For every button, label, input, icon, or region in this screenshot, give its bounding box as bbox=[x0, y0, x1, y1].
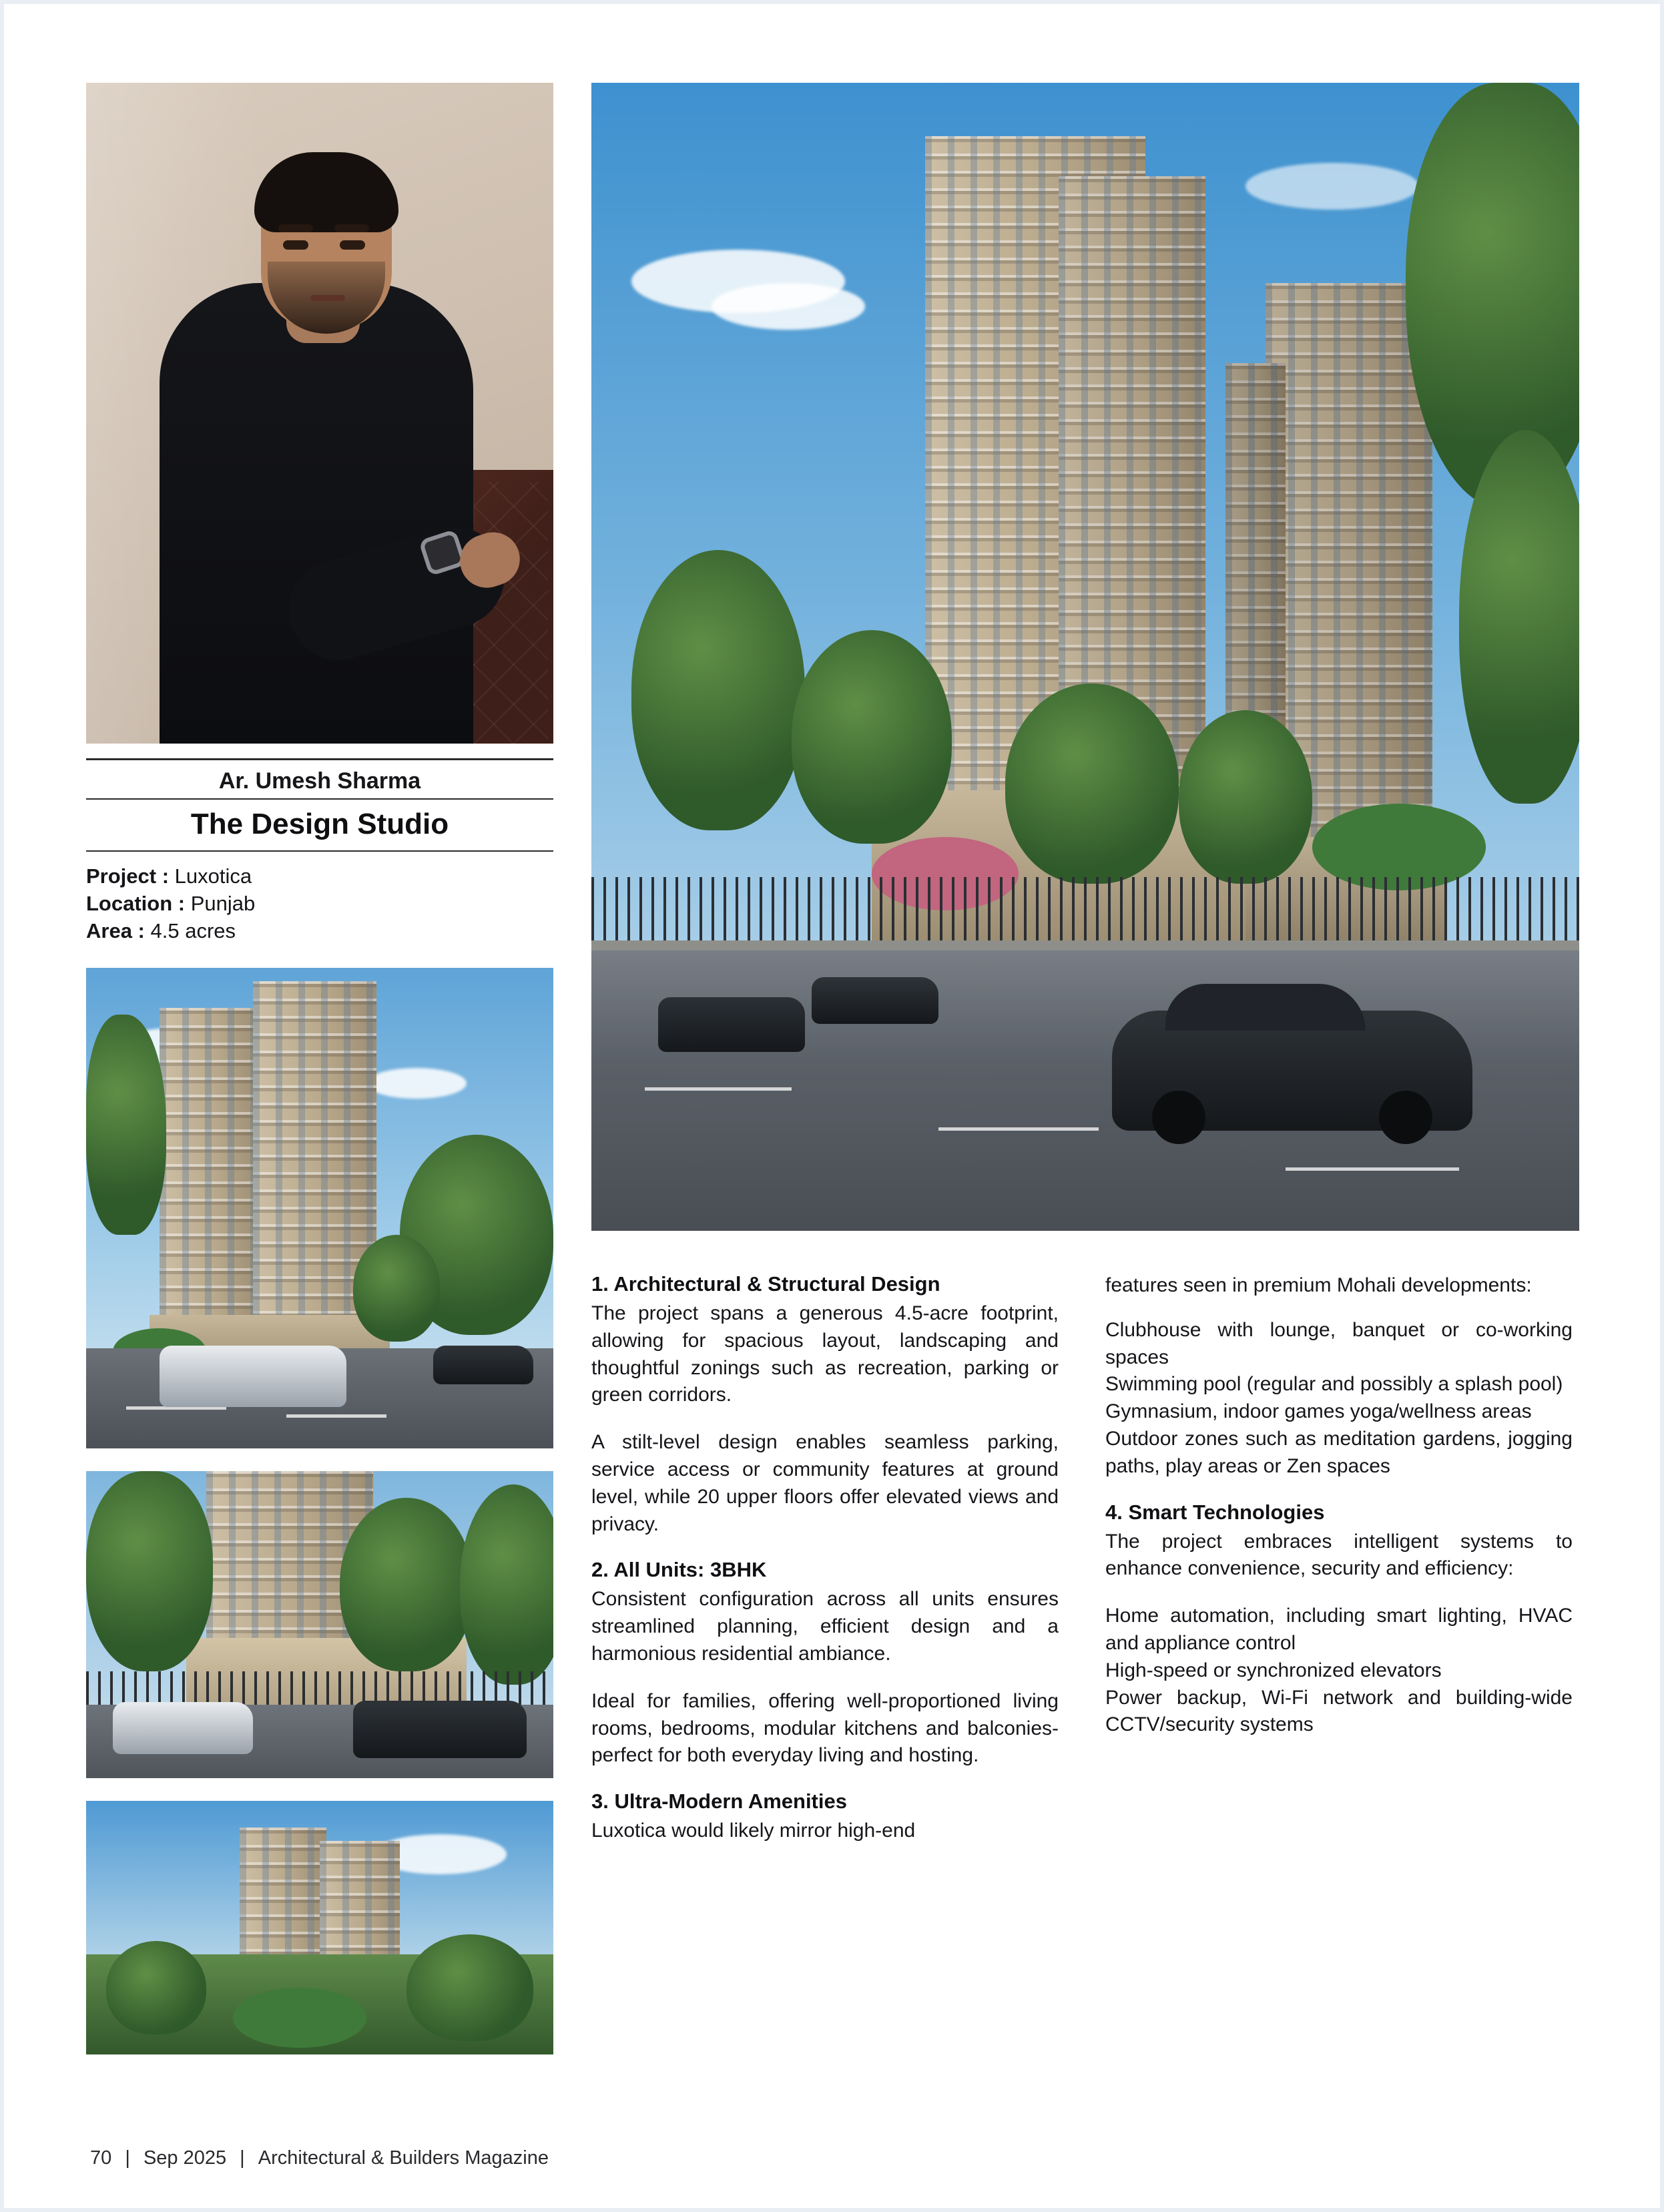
thumbnail-aerial-view bbox=[86, 1801, 553, 2054]
tree bbox=[353, 1235, 440, 1342]
footer-issue-date: Sep 2025 bbox=[143, 2147, 227, 2169]
cloud bbox=[712, 283, 865, 330]
road-marking bbox=[645, 1087, 792, 1091]
section-2-heading: 2. All Units: 3BHK bbox=[591, 1558, 767, 1582]
section-4-heading: 4. Smart Technologies bbox=[1105, 1500, 1325, 1524]
car-distant-left bbox=[812, 977, 938, 1024]
car-white bbox=[113, 1702, 253, 1754]
palm-tree bbox=[340, 1498, 473, 1671]
road-marking bbox=[938, 1127, 1099, 1131]
amenity-item-outdoor: Outdoor zones such as meditation gardens, jogging paths, play areas or Zen spaces bbox=[1105, 1427, 1573, 1477]
project-meta bbox=[86, 852, 553, 945]
section-1-paragraph-1: The project spans a generous 4.5-acre footprint, allowing for spacious layout, landscaping and thoughtful zonings such as recreation, parking or green corridors. bbox=[591, 1302, 1059, 1406]
meta-area-label: Area : bbox=[86, 919, 145, 943]
boundary-fence bbox=[591, 877, 1579, 950]
car-left bbox=[658, 997, 805, 1052]
footer-publication-name: Architectural & Builders Magazine bbox=[258, 2147, 549, 2169]
section-3-paragraph-1-start: Luxotica would likely mirror high-end bbox=[591, 1820, 916, 1842]
section-4-paragraph-1: The project embraces intelligent systems to enhance convenience, security and efficiency: bbox=[1105, 1530, 1573, 1580]
meta-project-value: Luxotica bbox=[174, 864, 252, 888]
car-dark bbox=[433, 1346, 533, 1384]
thumbnail-twin-towers bbox=[86, 968, 553, 1448]
amenity-item-clubhouse: Clubhouse with lounge, banquet or co-working spaces bbox=[1105, 1318, 1573, 1368]
person-mouth bbox=[310, 295, 345, 301]
tree bbox=[1005, 683, 1179, 884]
tree bbox=[792, 630, 952, 844]
person-torso bbox=[160, 283, 473, 744]
meta-area-value: 4.5 acres bbox=[150, 919, 236, 943]
palm-tree bbox=[1179, 710, 1312, 884]
thumbnail-entrance-gate bbox=[86, 1471, 553, 1778]
section-2-paragraph-2: Ideal for families, offering well-proportioned living rooms, bedrooms, modular kitchens and balconies-perfect for both everyday living and hosting. bbox=[591, 1689, 1059, 1767]
car-wheel-front bbox=[1152, 1091, 1205, 1144]
road-marking bbox=[286, 1414, 386, 1418]
meta-location-row bbox=[86, 890, 553, 917]
section-1-heading: 1. Architectural & Structural Design bbox=[591, 1272, 940, 1296]
article-column-left bbox=[591, 1272, 1059, 1845]
cloud bbox=[366, 1068, 467, 1099]
person-eye-right bbox=[340, 240, 365, 250]
footer-separator-1: | bbox=[125, 2147, 130, 2169]
section-1-paragraph-2: A stilt-level design enables seamless parking, service access or community features at ground level, while 20 upper floors offer elevated views and privacy. bbox=[591, 1431, 1059, 1535]
person-eye-left bbox=[283, 240, 308, 250]
cloud bbox=[1245, 163, 1419, 210]
car-white bbox=[160, 1346, 346, 1407]
smart-item-elevators: High-speed or synchronized elevators bbox=[1105, 1659, 1442, 1681]
section-3-paragraph-1-continued: features seen in premium Mohali developments: bbox=[1105, 1274, 1532, 1296]
amenity-item-gym: Gymnasium, indoor games yoga/wellness areas bbox=[1105, 1400, 1532, 1423]
meta-project-label: Project : bbox=[86, 864, 170, 888]
tree bbox=[631, 550, 805, 830]
spacer bbox=[1105, 1480, 1573, 1500]
tree bbox=[106, 1941, 206, 2034]
meta-area-row bbox=[86, 917, 553, 944]
architect-portrait bbox=[86, 83, 553, 744]
page-footer bbox=[86, 2147, 553, 2169]
tree bbox=[406, 1934, 533, 2041]
smart-item-home-automation: Home automation, including smart lighting, HVAC and appliance control bbox=[1105, 1605, 1573, 1654]
architect-name: Ar. Umesh Sharma bbox=[218, 768, 421, 794]
meta-location-label: Location : bbox=[86, 892, 186, 916]
car-foreground-roof bbox=[1165, 984, 1366, 1031]
section-3-heading: 3. Ultra-Modern Amenities bbox=[591, 1789, 847, 1814]
left-column bbox=[86, 83, 553, 2054]
bush bbox=[233, 1988, 366, 2048]
car-wheel-rear bbox=[1379, 1091, 1432, 1144]
meta-project-row bbox=[86, 862, 553, 890]
hero-image-luxotica bbox=[591, 83, 1579, 1231]
person-brow-left bbox=[278, 224, 313, 232]
footer-page-number: 70 bbox=[90, 2147, 112, 2169]
article-column-right bbox=[1105, 1272, 1573, 1739]
smart-item-power-backup: Power backup, Wi-Fi network and building-wide CCTV/security systems bbox=[1105, 1686, 1573, 1736]
section-2-paragraph-1: Consistent configuration across all units ensures streamlined planning, efficient design and a harmonious residential ambiance. bbox=[591, 1588, 1059, 1665]
person-brow-right bbox=[334, 224, 369, 232]
tree bbox=[86, 1471, 213, 1671]
amenity-item-pool: Swimming pool (regular and possibly a splash pool) bbox=[1105, 1373, 1563, 1396]
car-dark bbox=[353, 1701, 527, 1758]
meta-location-value: Punjab bbox=[190, 892, 256, 916]
footer-separator-2: | bbox=[240, 2147, 245, 2169]
tree bbox=[86, 1015, 166, 1235]
studio-name: The Design Studio bbox=[190, 808, 449, 840]
road-marking bbox=[1286, 1167, 1459, 1171]
tower-left bbox=[160, 1008, 260, 1355]
